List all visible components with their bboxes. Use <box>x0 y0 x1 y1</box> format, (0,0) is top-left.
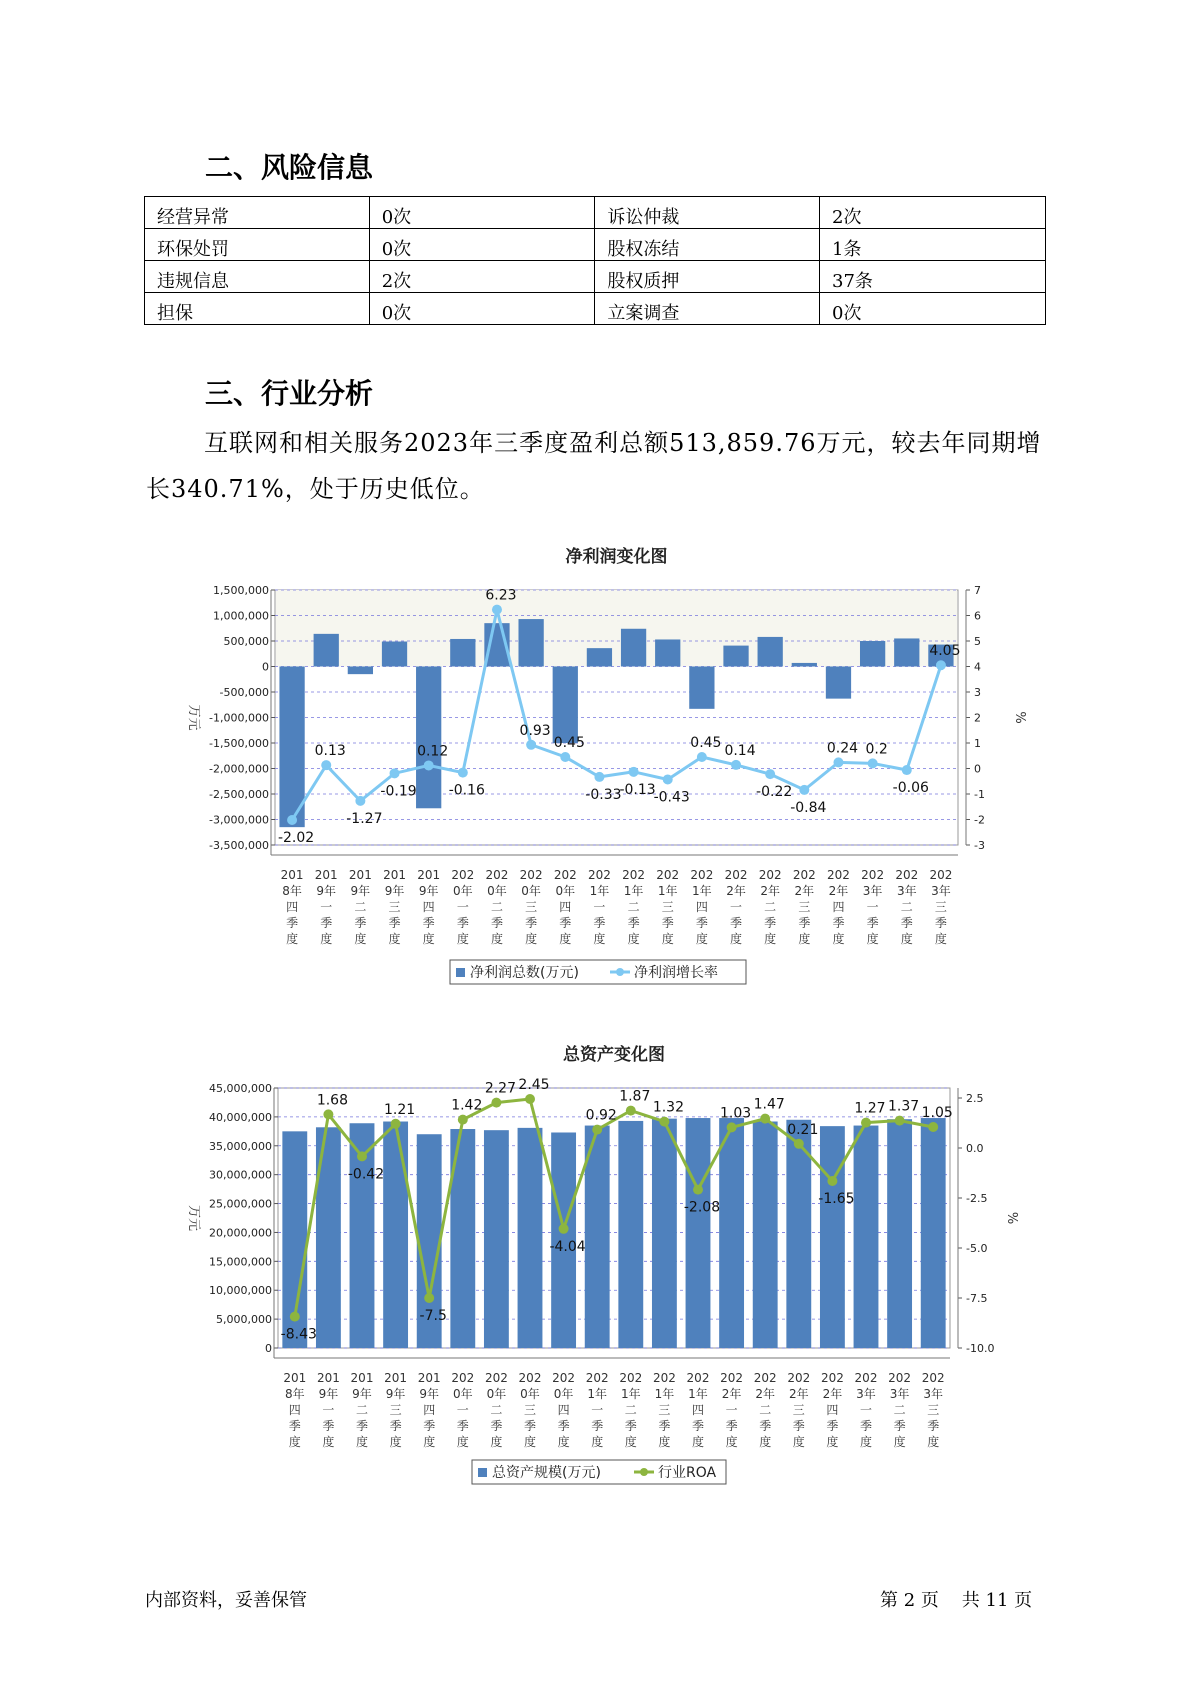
y2-tick-label: 1 <box>974 737 981 750</box>
plot-band <box>276 587 957 667</box>
y-axis-title: 万元 <box>186 704 201 731</box>
line-point <box>594 772 604 782</box>
x-tick-label: 202 3年一季度 <box>854 1371 878 1449</box>
x-tick-label: 202 3年一季度 <box>861 868 885 946</box>
x-tick-label: 202 1年三季度 <box>656 868 680 946</box>
y2-tick-label: -7.5 <box>966 1292 988 1305</box>
risk-label: 经营异常 <box>145 197 370 229</box>
x-tick-label: 202 0年四季度 <box>553 868 577 946</box>
x-tick-label: 202 0年一季度 <box>451 868 475 946</box>
data-label: -7.5 <box>419 1308 447 1324</box>
data-label: 0.45 <box>553 735 585 752</box>
x-tick-label: 202 1年一季度 <box>585 1371 609 1449</box>
data-label: 1.37 <box>888 1098 920 1115</box>
legend-bar-label: 净利润总数(万元) <box>470 965 579 981</box>
risk-label: 诉讼仲裁 <box>595 197 820 229</box>
chart-title: 净利润变化图 <box>565 547 668 567</box>
risk-value: 0次 <box>820 293 1046 325</box>
data-label: 1.47 <box>753 1096 785 1113</box>
y-tick-label: 40,000,000 <box>209 1110 272 1124</box>
bar <box>553 667 578 744</box>
risk-label: 立案调查 <box>595 293 820 325</box>
x-tick-label: 202 0年三季度 <box>519 868 543 946</box>
y2-tick-label: 6 <box>974 609 981 623</box>
y2-tick-label: 0.0 <box>966 1142 984 1155</box>
line-point <box>391 1119 401 1129</box>
y-axis-title: 万元 <box>186 1204 201 1232</box>
line-point <box>458 1115 468 1125</box>
bar <box>719 1118 744 1348</box>
x-tick-label: 202 0年二季度 <box>484 1371 508 1449</box>
x-tick-label: 202 2年三季度 <box>787 1371 811 1449</box>
risk-value: 37条 <box>820 261 1046 293</box>
y-tick-label: 1,500,000 <box>213 584 269 597</box>
line-point <box>693 1185 703 1195</box>
plot-area <box>278 1088 950 1348</box>
risk-row <box>145 261 1046 293</box>
y2-tick-label: -5.0 <box>966 1242 988 1255</box>
risk-value: 0次 <box>369 229 595 261</box>
y2-axis-title: % <box>1004 1211 1019 1225</box>
bar <box>723 646 748 667</box>
bar <box>652 1119 677 1348</box>
y-tick-label: 500,000 <box>223 635 269 648</box>
data-label: -0.33 <box>585 786 622 803</box>
line-point <box>559 1224 569 1234</box>
line-point <box>424 760 434 770</box>
data-label: 1.68 <box>316 1092 348 1109</box>
data-label: 1.87 <box>619 1088 651 1105</box>
bar <box>621 629 646 667</box>
line-point <box>902 765 912 775</box>
industry-analysis-paragraph: 互联网和相关服务2023年三季度盈利总额513,859.76万元，较去年同期增长340.71%，处于历史低位。 <box>146 429 1042 503</box>
data-label: 0.45 <box>690 735 722 752</box>
line-point <box>491 1098 501 1108</box>
line-point <box>424 1293 434 1303</box>
legend-line-label: 行业ROA <box>658 1465 717 1481</box>
line-point <box>560 752 570 762</box>
data-label: 0.92 <box>585 1107 617 1124</box>
bar <box>348 667 373 675</box>
y-tick-label: 20,000,000 <box>209 1226 272 1240</box>
x-tick-label: 201 8年四季度 <box>283 1371 307 1449</box>
data-label: -1.27 <box>346 810 383 827</box>
line-point <box>525 1094 535 1104</box>
bar <box>753 1122 778 1348</box>
risk-value: 0次 <box>369 293 595 325</box>
data-label: 0.12 <box>417 743 449 760</box>
risk-label: 环保处罚 <box>145 229 370 261</box>
bar <box>518 1128 543 1348</box>
footer-page-number: 第 2 页 共 11 页 <box>880 1590 1033 1611</box>
bar <box>689 667 714 709</box>
y-tick-label: -1,500,000 <box>209 737 269 750</box>
line-point <box>629 767 639 777</box>
risk-row <box>145 293 1046 325</box>
risk-label: 违规信息 <box>145 261 370 293</box>
data-label: -2.02 <box>277 830 315 847</box>
risk-label: 股权冻结 <box>595 229 820 261</box>
risk-label: 股权质押 <box>595 261 820 293</box>
data-label: -0.22 <box>756 784 793 801</box>
line-point <box>868 758 878 768</box>
x-tick-label: 202 3年三季度 <box>929 868 953 946</box>
line-point <box>895 1116 905 1126</box>
x-tick-label: 202 2年一季度 <box>720 1371 744 1449</box>
bar <box>382 642 407 667</box>
data-label: 0.93 <box>519 722 551 739</box>
y2-tick-label: -1 <box>974 788 985 801</box>
x-tick-label: 202 2年一季度 <box>724 868 748 946</box>
data-label: 0.24 <box>826 740 859 757</box>
line-point <box>390 768 400 778</box>
data-label: 1.42 <box>451 1097 483 1114</box>
bar <box>758 637 783 667</box>
data-label: 0.13 <box>314 743 346 760</box>
data-label: -0.13 <box>619 781 656 798</box>
bar <box>686 1118 711 1348</box>
y2-tick-label: 3 <box>974 686 981 699</box>
x-tick-label: 202 2年四季度 <box>827 868 850 946</box>
x-tick-label: 202 0年二季度 <box>485 868 509 946</box>
x-tick-label: 202 1年三季度 <box>652 1371 676 1449</box>
y-tick-label: -3,000,000 <box>209 813 269 827</box>
x-tick-label: 201 9年二季度 <box>348 868 372 946</box>
x-tick-label: 202 1年四季度 <box>686 1371 710 1449</box>
y-tick-label: -2,000,000 <box>209 762 269 776</box>
data-label: -0.84 <box>790 799 827 816</box>
bar <box>792 663 817 667</box>
line-point <box>827 1176 837 1186</box>
line-point <box>760 1114 770 1124</box>
y2-tick-label: -10.0 <box>966 1342 995 1355</box>
y2-tick-label: 5 <box>974 635 981 648</box>
line-point <box>323 1109 333 1119</box>
data-label: 1.32 <box>652 1099 684 1116</box>
line-point <box>697 752 707 762</box>
y-tick-label: 0 <box>262 660 269 674</box>
bar <box>518 619 543 666</box>
y-tick-label: -2,500,000 <box>209 788 269 801</box>
x-tick-label: 201 8年四季度 <box>280 868 304 946</box>
x-tick-label: 202 0年三季度 <box>518 1371 542 1449</box>
x-tick-label: 202 1年四季度 <box>690 868 714 946</box>
data-label: -4.04 <box>549 1238 586 1255</box>
data-label: 2.27 <box>484 1080 516 1097</box>
risk-row <box>145 229 1046 261</box>
line-point <box>727 1122 737 1132</box>
y-tick-label: 35,000,000 <box>209 1139 272 1153</box>
y2-tick-label: 0 <box>974 762 981 776</box>
line-point <box>833 757 843 767</box>
y-tick-label: 1,000,000 <box>213 609 269 623</box>
data-label: 1.05 <box>921 1105 953 1121</box>
line-point <box>936 660 946 670</box>
data-label: -0.16 <box>448 782 485 799</box>
data-label: 1.27 <box>854 1100 886 1117</box>
risk-info-table <box>144 196 1046 325</box>
y2-tick-label: 2 <box>974 711 981 725</box>
data-label: 6.23 <box>485 587 517 604</box>
line-point <box>458 768 468 778</box>
y2-tick-label: -2 <box>974 813 985 827</box>
x-tick-label: 202 0年四季度 <box>552 1371 576 1449</box>
x-tick-label: 202 3年二季度 <box>895 868 919 946</box>
line-point <box>731 760 741 770</box>
data-label: 0.21 <box>787 1121 819 1138</box>
risk-row <box>145 197 1046 229</box>
x-tick-label: 201 9年四季度 <box>417 868 441 946</box>
y-tick-label: 5,000,000 <box>216 1313 272 1327</box>
x-tick-label: 201 9年三季度 <box>384 1371 408 1449</box>
data-label: 1.03 <box>720 1105 752 1122</box>
line-point <box>861 1118 871 1128</box>
x-tick-label: 202 1年一季度 <box>587 868 611 946</box>
x-tick-label: 201 9年四季度 <box>417 1371 441 1449</box>
legend-line-marker <box>640 1468 648 1476</box>
data-label: 2.45 <box>518 1077 550 1093</box>
risk-value: 2次 <box>820 197 1046 229</box>
line-point <box>287 815 297 825</box>
bar <box>894 638 919 666</box>
legend-line-label: 净利润增长率 <box>634 965 718 981</box>
y-tick-label: 45,000,000 <box>209 1082 272 1095</box>
y-tick-label: 25,000,000 <box>209 1197 272 1211</box>
x-tick-label: 201 9年一季度 <box>314 868 338 946</box>
y2-tick-label: 4 <box>974 660 981 674</box>
risk-value: 2次 <box>369 261 595 293</box>
line-point <box>626 1106 636 1116</box>
bar <box>887 1119 912 1348</box>
x-tick-label: 202 3年二季度 <box>888 1371 912 1449</box>
x-tick-label: 201 9年三季度 <box>383 868 406 946</box>
data-label: -8.43 <box>280 1326 317 1343</box>
data-label: -0.42 <box>347 1166 385 1183</box>
line-point <box>799 785 809 795</box>
x-tick-label: 202 2年二季度 <box>758 868 782 946</box>
x-tick-label: 202 2年二季度 <box>753 1371 777 1449</box>
line-point <box>659 1117 669 1127</box>
chart-title: 总资产变化图 <box>563 1045 665 1065</box>
bar <box>383 1122 408 1348</box>
x-tick-label: 201 9年一季度 <box>316 1371 340 1449</box>
risk-label: 担保 <box>145 293 370 325</box>
bar <box>826 667 851 699</box>
bar <box>416 667 441 809</box>
data-label: -0.43 <box>653 789 690 806</box>
bar <box>484 1130 509 1348</box>
bar <box>618 1121 643 1348</box>
line-point <box>357 1151 367 1161</box>
data-label: 0.2 <box>865 741 888 758</box>
y-tick-label: -3,500,000 <box>209 839 269 852</box>
bar <box>314 634 339 667</box>
data-label: 1.21 <box>384 1101 416 1118</box>
bar <box>655 639 680 666</box>
bar <box>587 648 612 666</box>
line-point <box>355 796 365 806</box>
y-tick-label: 15,000,000 <box>209 1255 272 1269</box>
data-label: 4.05 <box>929 643 961 660</box>
legend-bar-label: 总资产规模(万元) <box>492 1465 601 1481</box>
risk-value: 0次 <box>369 197 595 229</box>
y-tick-label: -500,000 <box>219 686 269 699</box>
bar <box>450 639 475 667</box>
section-title-industry: 三、行业分析 <box>205 377 374 410</box>
x-tick-label: 202 0年一季度 <box>451 1371 475 1449</box>
x-tick-label: 202 3年三季度 <box>921 1371 945 1449</box>
data-label: -2.08 <box>683 1199 721 1216</box>
y2-tick-label: -3 <box>974 839 985 852</box>
line-point <box>928 1122 938 1132</box>
data-label: -1.65 <box>818 1191 855 1207</box>
line-point <box>663 774 673 784</box>
section-title-risk: 二、风险信息 <box>205 151 374 184</box>
x-tick-label: 202 2年四季度 <box>820 1371 844 1449</box>
y2-tick-label: 7 <box>974 584 981 597</box>
line-point <box>526 740 536 750</box>
y2-tick-label: 2.5 <box>966 1092 984 1105</box>
footer-confidential: 内部资料，妥善保管 <box>145 1590 307 1611</box>
line-point <box>492 605 502 615</box>
x-tick-label: 202 1年二季度 <box>619 1371 643 1449</box>
y-tick-label: 10,000,000 <box>209 1284 272 1298</box>
y-tick-label: 30,000,000 <box>209 1168 272 1182</box>
data-label: 0.14 <box>724 742 756 759</box>
y-tick-label: -1,000,000 <box>209 711 269 725</box>
line-point <box>592 1125 602 1135</box>
bar <box>921 1118 946 1348</box>
legend-bar-swatch <box>456 968 465 977</box>
data-label: -0.19 <box>380 783 417 800</box>
bar <box>820 1126 845 1348</box>
x-tick-label: 202 2年三季度 <box>792 868 816 946</box>
legend-bar-swatch <box>478 1468 487 1477</box>
line-point <box>321 760 331 770</box>
y2-tick-label: -2.5 <box>966 1192 988 1205</box>
x-tick-label: 201 9年二季度 <box>350 1371 374 1449</box>
bar <box>860 641 885 667</box>
risk-value: 1条 <box>820 229 1046 261</box>
legend-line-marker <box>616 968 624 976</box>
total-assets-chart <box>0 1040 1191 1500</box>
y2-axis-title: % <box>1012 711 1027 724</box>
bar <box>854 1126 879 1348</box>
line-point <box>290 1312 300 1322</box>
y-tick-label: 0 <box>265 1342 272 1355</box>
line-point <box>765 769 775 779</box>
line-point <box>794 1139 804 1149</box>
data-label: -0.06 <box>892 780 929 797</box>
net-profit-chart <box>0 540 1191 1000</box>
x-tick-label: 202 1年二季度 <box>622 868 646 946</box>
